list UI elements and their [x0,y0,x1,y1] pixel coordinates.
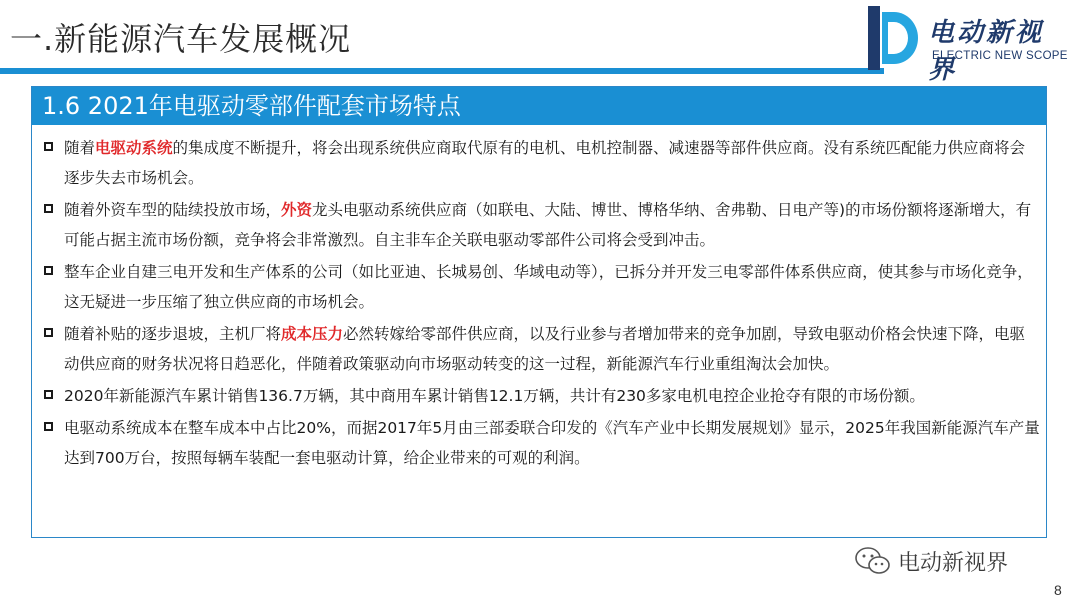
wechat-icon [854,546,892,576]
bullet-item [44,319,1040,379]
logo-english-name: ELECTRIC NEW SCOPE [932,50,1068,62]
bullet-item [44,195,1040,255]
bullet-text: 2020年新能源汽车累计销售136.7万辆，其中商用车累计销售12.1万辆，共计有230多家电机电控企业抢夺有限的市场份额。 [64,387,925,405]
square-bullet-icon [44,422,53,431]
bullet-text: 随着补贴的逐步退坡，主机厂将 [64,325,282,343]
bullet-item [44,257,1040,317]
square-bullet-icon [44,266,53,275]
brand-logo [862,4,1072,85]
bullet-highlight: 成本压力 [281,325,344,343]
header-divider [0,68,884,74]
content-panel [31,86,1047,538]
bullet-list [44,133,1040,475]
bullet-text-rest: 的集成度不断提升，将会出现系统供应商取代原有的电机、电机控制器、减速器等部件供应商。没有系统匹配能力供应商将会逐步失去市场机会。 [64,139,1026,187]
square-bullet-icon [44,390,53,399]
section-header: 1.6 2021年电驱动零部件配套市场特点 [32,87,1046,125]
bullet-item [44,133,1040,193]
wechat-account-name: 电动新视界 [898,551,1009,576]
bullet-text-rest: 必然转嫁给零部件供应商，以及行业参与者增加带来的竞争加剧，导致电驱动价格会快速下降，电驱动供应商的财务状况将日趋恶化，伴随着政策驱动向市场驱动转变的这一过程，新能源汽车行业重组淘汰会加快。 [64,325,1026,373]
bullet-highlight: 电驱动系统 [95,139,173,157]
bullet-text-rest: 龙头电驱动系统供应商（如联电、大陆、博世、博格华纳、舍弗勒、日电产等)的市场份额将逐渐增大，有可能占据主流市场份额，竞争将会非常激烈。自主非车企关联电驱动零部件公司将会受到冲击。 [64,201,1032,249]
bullet-text: 电驱动系统成本在整车成本中占比20%，而据2017年5月由三部委联合印发的《汽车产业中长期发展规划》显示，2025年我国新能源汽车产量达到700万台，按照每辆车装配一套电驱动计算，给企业带来的可观的利润。 [64,419,1040,467]
bullet-text: 随着外资车型的陆续投放市场， [64,201,282,219]
slide-title: 一.新能源汽车发展概况 [10,20,352,58]
logo-chinese-name: 电动新视界 [928,18,1045,85]
square-bullet-icon [44,328,53,337]
square-bullet-icon [44,142,53,151]
page-number: 8 [1054,582,1062,598]
bullet-text: 随着 [64,139,96,157]
bullet-highlight: 外资 [281,201,313,219]
bullet-item [44,413,1040,473]
square-bullet-icon [44,204,53,213]
bullet-text: 整车企业自建三电开发和生产体系的公司（如比亚迪、长城易创、华域电动等），已拆分并开发三电零部件体系供应商，使其参与市场化竞争，这无疑进一步压缩了独立供应商的市场机会。 [64,263,1033,311]
bullet-item [44,381,1040,411]
logo-d-icon [864,4,920,72]
